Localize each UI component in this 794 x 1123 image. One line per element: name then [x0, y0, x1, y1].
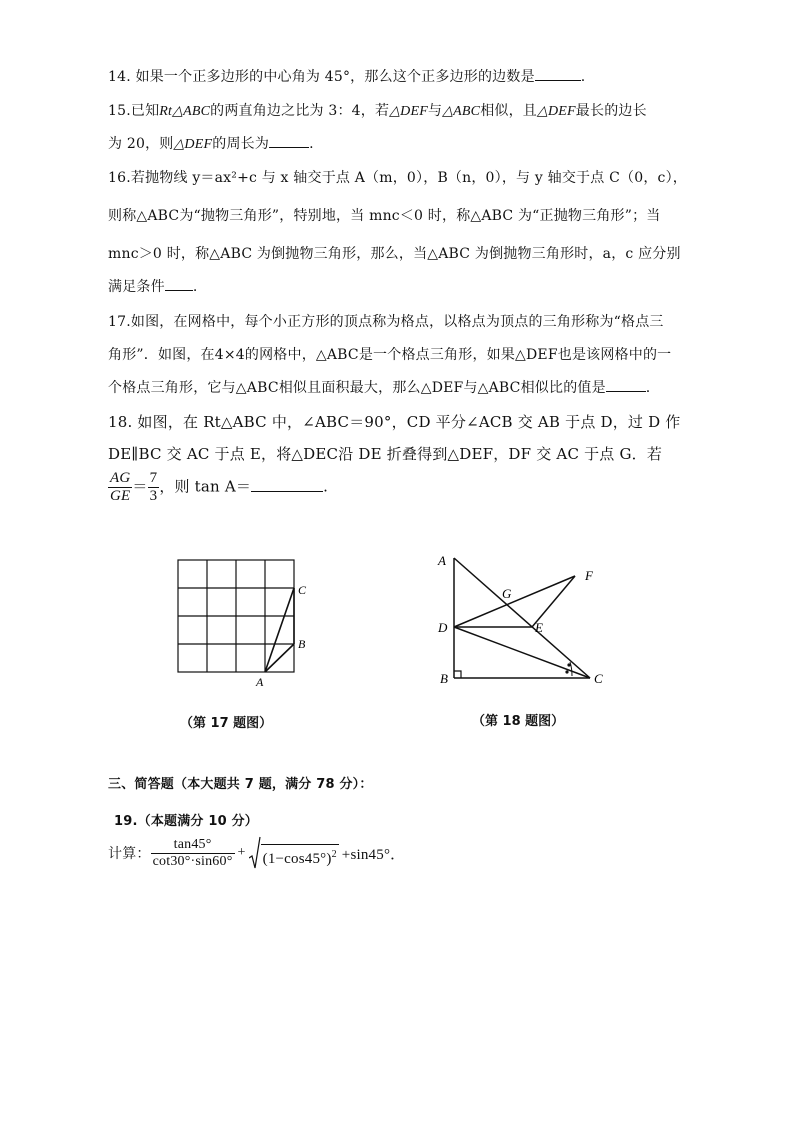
q17-answer-blank	[606, 379, 646, 392]
q18-eq: ＝	[132, 477, 148, 496]
q18-ratio-fraction	[108, 470, 132, 505]
q19-numerator: tan45°	[151, 837, 235, 854]
q18-val-num: 7	[149, 470, 158, 486]
q15-abc: △ABC	[442, 104, 481, 119]
q19-sqrt-inner: (1−cos45°)	[262, 851, 332, 867]
q15-def: △DEF	[389, 104, 428, 119]
q15-answer-blank	[269, 135, 309, 148]
q15-rt-abc: Rt△ABC	[159, 104, 211, 119]
q18-end: .	[323, 477, 329, 496]
q15-text-d: 相似，且	[480, 103, 538, 119]
q16-answer-blank	[165, 278, 193, 291]
question-17-line-3	[108, 377, 650, 397]
q15-text-f: 为 20，则	[108, 136, 174, 152]
question-18-line-1: 18. 如图，在 Rt△ABC 中，∠ABC＝90°，CD 平分∠ACB 交 AB 于点 D，过 D 作	[108, 413, 681, 431]
q14-answer-blank	[535, 68, 581, 81]
label-a: A	[256, 675, 264, 689]
question-18-line-3	[108, 470, 328, 505]
question-18-line-2: DE∥BC 交 AC 于点 E，将△DEC沿 DE 折叠得到△DEF，DF 交 AC 于点 G．若	[108, 445, 663, 463]
label-g: G	[502, 586, 512, 601]
segment-dc	[454, 627, 590, 678]
question-15-line-1	[108, 100, 647, 120]
question-16-line-3: mnc＞0 时，称△ABC 为倒抛物三角形，那么，当△ABC 为倒抛物三角形时，a，c 应分别	[108, 246, 681, 262]
q15-text-g: 的周长为	[212, 136, 270, 152]
label-d: D	[438, 620, 448, 635]
question-16-line-2: 则称△ABC为“抛物三角形”，特别地，当 mnc＜0 时，称△ABC 为“正抛物三角形”；当	[108, 208, 661, 224]
q19-plus: +	[237, 845, 246, 860]
question-17-line-2: 角形”．如图，在4×4的网格中，△ABC是一个格点三角形，如果△DEF也是该网格中的一	[108, 347, 672, 363]
q15-text-c: 与	[427, 103, 443, 119]
figure-18-caption: （第 18 题图）	[472, 714, 565, 729]
q15-text-a: 15.已知	[108, 103, 160, 119]
label-c: C	[594, 671, 603, 686]
section-3-title: 三、简答题（本大题共 7 题，满分 78 分）：	[108, 777, 373, 792]
figure-17-caption: （第 17 题图）	[180, 716, 273, 731]
label-b: B	[298, 637, 306, 651]
grid-lines	[178, 560, 294, 672]
angle-dot-2	[567, 663, 570, 666]
question-14	[108, 66, 585, 86]
right-angle-mark	[454, 671, 461, 678]
figure-18-triangle	[430, 550, 615, 690]
triangle-abc	[265, 588, 294, 672]
q16-end: .	[192, 279, 198, 295]
q18-frac-num: AG	[110, 470, 131, 486]
question-19-expression	[108, 836, 405, 870]
segment-ac	[265, 588, 294, 672]
q16-text: 满足条件	[108, 279, 165, 295]
label-c: C	[298, 583, 307, 597]
angle-dot-1	[565, 670, 568, 673]
q19-sin-term: +sin45°．	[341, 846, 406, 863]
q18-value-fraction	[148, 470, 160, 505]
q15-end: .	[309, 136, 314, 152]
q17-text: 个格点三角形，它与△ABC相似且面积最大，那么△DEF与△ABC相似比的值是	[108, 380, 606, 396]
label-f: F	[585, 568, 593, 583]
label-a: A	[438, 553, 446, 568]
label-e: E	[535, 620, 543, 635]
label-b: B	[440, 671, 448, 686]
question-16-line-4	[108, 276, 197, 296]
question-15-line-2	[108, 133, 314, 153]
sqrt-sign-icon	[249, 836, 261, 870]
figure-17-grid	[168, 550, 318, 690]
q19-fraction	[151, 837, 235, 870]
q15-def-2: △DEF	[537, 104, 576, 119]
q15-text-e: 最长的边长	[575, 103, 647, 119]
question-19-title: 19.（本题满分 10 分）	[114, 814, 258, 829]
q18-tail: ，则 tan A＝	[159, 477, 252, 496]
q19-sqrt	[249, 836, 339, 870]
q18-val-den: 3	[149, 488, 158, 504]
q15-def-3: △DEF	[173, 137, 213, 152]
q18-answer-blank	[251, 479, 323, 492]
segment-df	[454, 576, 575, 627]
q19-square: 2	[331, 849, 337, 860]
q18-frac-den: GE	[110, 488, 131, 504]
q17-end: .	[645, 380, 651, 396]
q19-label: 计算：	[108, 846, 151, 862]
q15-text-b: 的两直角边之比为 3：4，若	[210, 103, 390, 119]
q19-sqrt-body	[261, 844, 339, 870]
q19-denominator: cot30°·sin60°	[152, 853, 233, 869]
question-17-line-1: 17.如图，在网格中，每个小正方形的顶点称为格点，以格点为顶点的三角形称为“格点三	[108, 314, 664, 330]
question-16-line-1: 16.若抛物线 y＝ax²+c 与 x 轴交于点 A（m，0），B（n，0），与 y 轴交于点 C（0，c），	[108, 170, 687, 186]
q14-end: .	[580, 69, 586, 85]
q14-text: 14. 如果一个正多边形的中心角为 45°，那么这个正多边形的边数是	[108, 69, 535, 85]
